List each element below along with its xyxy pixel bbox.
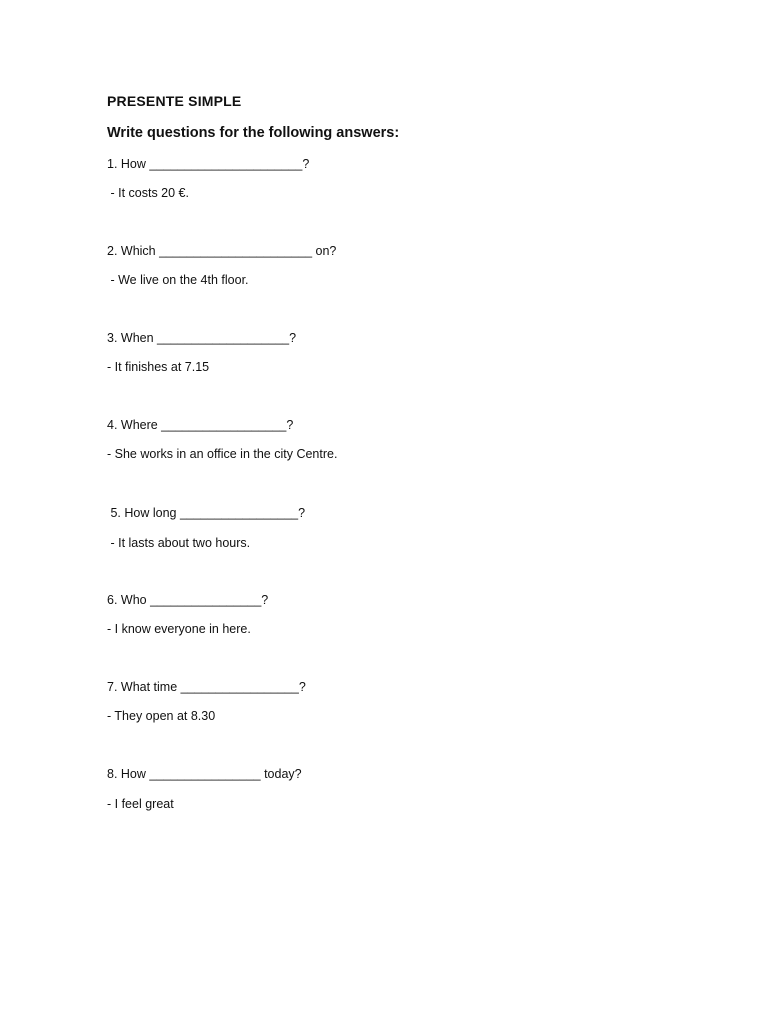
worksheet-instruction: Write questions for the following answers: <box>107 125 400 141</box>
question-1: 1. How ______________________? <box>107 157 310 171</box>
answer-8: - I feel great <box>107 797 174 811</box>
answer-1: - It costs 20 €. <box>107 186 189 200</box>
answer-3: - It finishes at 7.15 <box>107 360 210 374</box>
question-8: 8. How ________________ today? <box>107 767 302 781</box>
question-7: 7. What time _________________? <box>107 680 306 694</box>
answer-2: - We live on the 4th floor. <box>107 273 249 287</box>
worksheet-title: PRESENTE SIMPLE <box>107 93 242 109</box>
answer-5: - It lasts about two hours. <box>107 536 251 550</box>
question-5: 5. How long _________________? <box>107 506 306 520</box>
question-4: 4. Where __________________? <box>107 418 294 432</box>
question-3: 3. When ___________________? <box>107 331 297 345</box>
answer-7: - They open at 8.30 <box>107 709 216 723</box>
answer-4: - She works in an office in the city Centre. <box>107 447 338 461</box>
answer-6: - I know everyone in here. <box>107 622 251 636</box>
question-6: 6. Who ________________? <box>107 593 269 607</box>
question-2: 2. Which ______________________ on? <box>107 244 337 258</box>
